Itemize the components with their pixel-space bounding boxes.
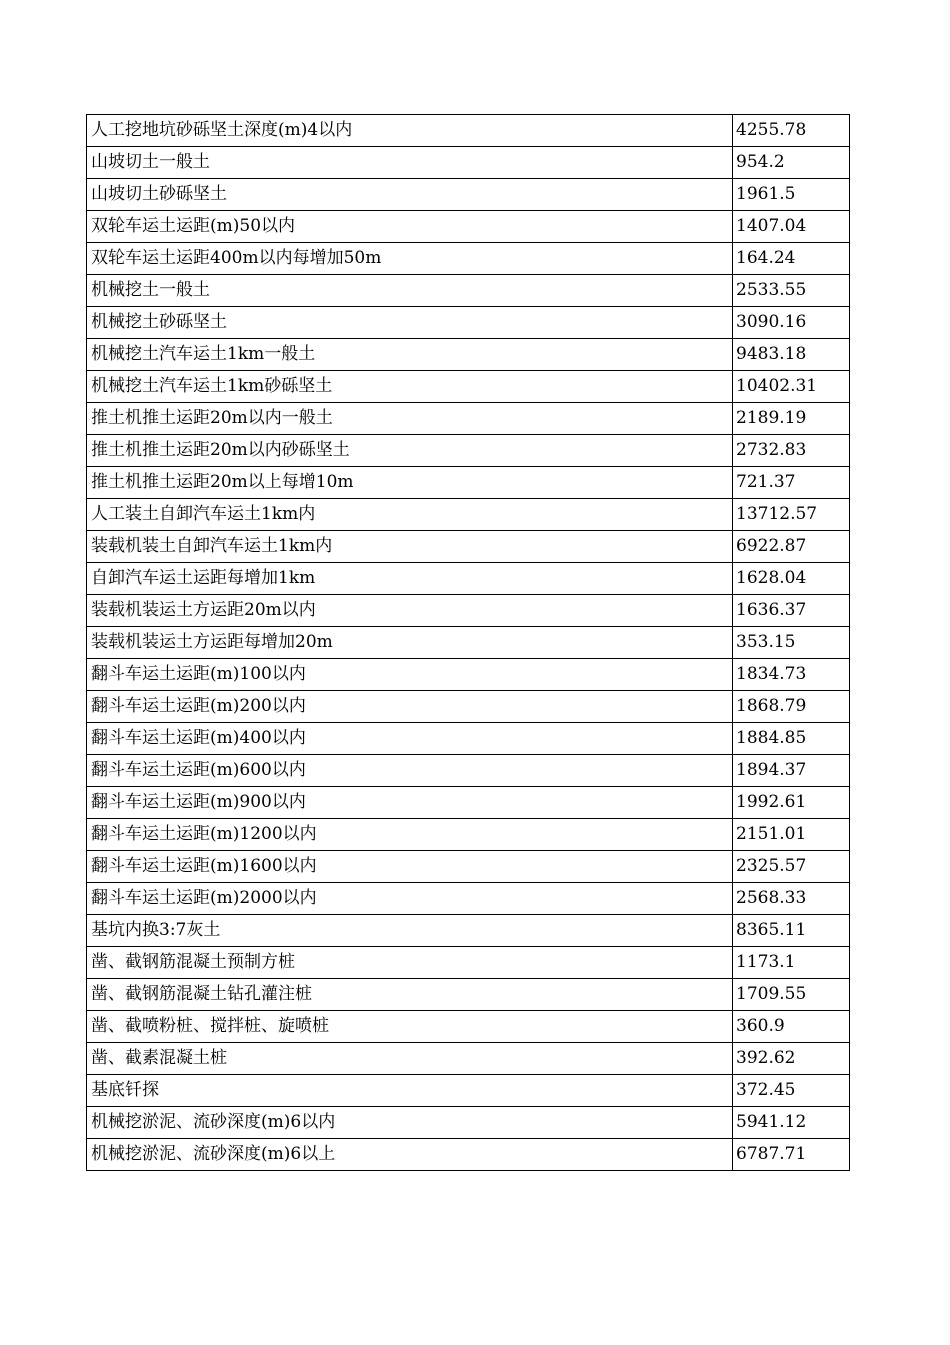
item-name-cell: 自卸汽车运土运距每增加1km [87, 563, 733, 595]
table-row [87, 339, 850, 371]
table-row [87, 531, 850, 563]
table-row [87, 819, 850, 851]
price-sheet [86, 114, 845, 1171]
item-name-cell: 翻斗车运土运距(m)600以内 [87, 755, 733, 787]
table-row [87, 659, 850, 691]
item-name-cell: 翻斗车运土运距(m)400以内 [87, 723, 733, 755]
table-row [87, 1043, 850, 1075]
item-value-cell: 1868.79 [733, 691, 850, 723]
table-row [87, 947, 850, 979]
table-row [87, 179, 850, 211]
item-value-cell: 6922.87 [733, 531, 850, 563]
item-value-cell: 1834.73 [733, 659, 850, 691]
item-name-cell: 人工装土自卸汽车运土1km内 [87, 499, 733, 531]
item-name-cell: 翻斗车运土运距(m)1200以内 [87, 819, 733, 851]
table-row [87, 627, 850, 659]
item-name-cell: 基坑内换3:7灰土 [87, 915, 733, 947]
item-name-cell: 装载机装运土方运距每增加20m [87, 627, 733, 659]
item-value-cell: 8365.11 [733, 915, 850, 947]
item-name-cell: 装载机装运土方运距20m以内 [87, 595, 733, 627]
item-value-cell: 6787.71 [733, 1139, 850, 1171]
item-name-cell: 推土机推土运距20m以内砂砾坚土 [87, 435, 733, 467]
item-value-cell: 10402.31 [733, 371, 850, 403]
table-row [87, 275, 850, 307]
item-value-cell: 1884.85 [733, 723, 850, 755]
item-name-cell: 机械挖土一般土 [87, 275, 733, 307]
table-row [87, 883, 850, 915]
item-name-cell: 翻斗车运土运距(m)1600以内 [87, 851, 733, 883]
item-name-cell: 凿、截喷粉桩、搅拌桩、旋喷桩 [87, 1011, 733, 1043]
item-name-cell: 翻斗车运土运距(m)900以内 [87, 787, 733, 819]
table-row [87, 979, 850, 1011]
table-row [87, 563, 850, 595]
item-value-cell: 9483.18 [733, 339, 850, 371]
table-row [87, 243, 850, 275]
item-name-cell: 凿、截钢筋混凝土预制方桩 [87, 947, 733, 979]
table-row [87, 467, 850, 499]
table-row [87, 723, 850, 755]
item-name-cell: 机械挖土砂砾坚土 [87, 307, 733, 339]
item-name-cell: 推土机推土运距20m以上每增10m [87, 467, 733, 499]
table-row [87, 115, 850, 147]
item-name-cell: 基底钎探 [87, 1075, 733, 1107]
item-name-cell: 山坡切土砂砾坚土 [87, 179, 733, 211]
item-value-cell: 3090.16 [733, 307, 850, 339]
item-value-cell: 2568.33 [733, 883, 850, 915]
item-value-cell: 1407.04 [733, 211, 850, 243]
item-value-cell: 1894.37 [733, 755, 850, 787]
item-value-cell: 2732.83 [733, 435, 850, 467]
item-name-cell: 推土机推土运距20m以内一般土 [87, 403, 733, 435]
table-row [87, 1011, 850, 1043]
item-value-cell: 1961.5 [733, 179, 850, 211]
item-name-cell: 装载机装土自卸汽车运土1km内 [87, 531, 733, 563]
table-row [87, 1075, 850, 1107]
table-row [87, 915, 850, 947]
item-value-cell: 721.37 [733, 467, 850, 499]
item-value-cell: 353.15 [733, 627, 850, 659]
table-row [87, 691, 850, 723]
item-value-cell: 13712.57 [733, 499, 850, 531]
table-row [87, 851, 850, 883]
item-name-cell: 人工挖地坑砂砾坚土深度(m)4以内 [87, 115, 733, 147]
item-value-cell: 954.2 [733, 147, 850, 179]
item-value-cell: 1628.04 [733, 563, 850, 595]
item-name-cell: 机械挖土汽车运土1km一般土 [87, 339, 733, 371]
table-row [87, 499, 850, 531]
item-name-cell: 翻斗车运土运距(m)100以内 [87, 659, 733, 691]
item-name-cell: 凿、截钢筋混凝土钻孔灌注桩 [87, 979, 733, 1011]
item-name-cell: 双轮车运土运距400m以内每增加50m [87, 243, 733, 275]
item-value-cell: 2151.01 [733, 819, 850, 851]
item-name-cell: 机械挖淤泥、流砂深度(m)6以内 [87, 1107, 733, 1139]
table-row [87, 1139, 850, 1171]
table-body [87, 115, 850, 1171]
item-value-cell: 1636.37 [733, 595, 850, 627]
item-name-cell: 翻斗车运土运距(m)200以内 [87, 691, 733, 723]
item-value-cell: 2325.57 [733, 851, 850, 883]
table-row [87, 307, 850, 339]
item-value-cell: 4255.78 [733, 115, 850, 147]
table-row [87, 435, 850, 467]
table-row [87, 1107, 850, 1139]
item-name-cell: 双轮车运土运距(m)50以内 [87, 211, 733, 243]
item-value-cell: 392.62 [733, 1043, 850, 1075]
table-row [87, 755, 850, 787]
item-name-cell: 山坡切土一般土 [87, 147, 733, 179]
item-value-cell: 5941.12 [733, 1107, 850, 1139]
item-value-cell: 360.9 [733, 1011, 850, 1043]
item-value-cell: 164.24 [733, 243, 850, 275]
item-value-cell: 1709.55 [733, 979, 850, 1011]
item-value-cell: 1173.1 [733, 947, 850, 979]
table-row [87, 787, 850, 819]
price-table [86, 114, 850, 1171]
item-value-cell: 1992.61 [733, 787, 850, 819]
item-value-cell: 2189.19 [733, 403, 850, 435]
item-value-cell: 372.45 [733, 1075, 850, 1107]
table-row [87, 211, 850, 243]
table-row [87, 403, 850, 435]
item-name-cell: 机械挖土汽车运土1km砂砾坚土 [87, 371, 733, 403]
item-name-cell: 翻斗车运土运距(m)2000以内 [87, 883, 733, 915]
item-name-cell: 凿、截素混凝土桩 [87, 1043, 733, 1075]
item-name-cell: 机械挖淤泥、流砂深度(m)6以上 [87, 1139, 733, 1171]
table-row [87, 147, 850, 179]
table-row [87, 595, 850, 627]
table-row [87, 371, 850, 403]
item-value-cell: 2533.55 [733, 275, 850, 307]
